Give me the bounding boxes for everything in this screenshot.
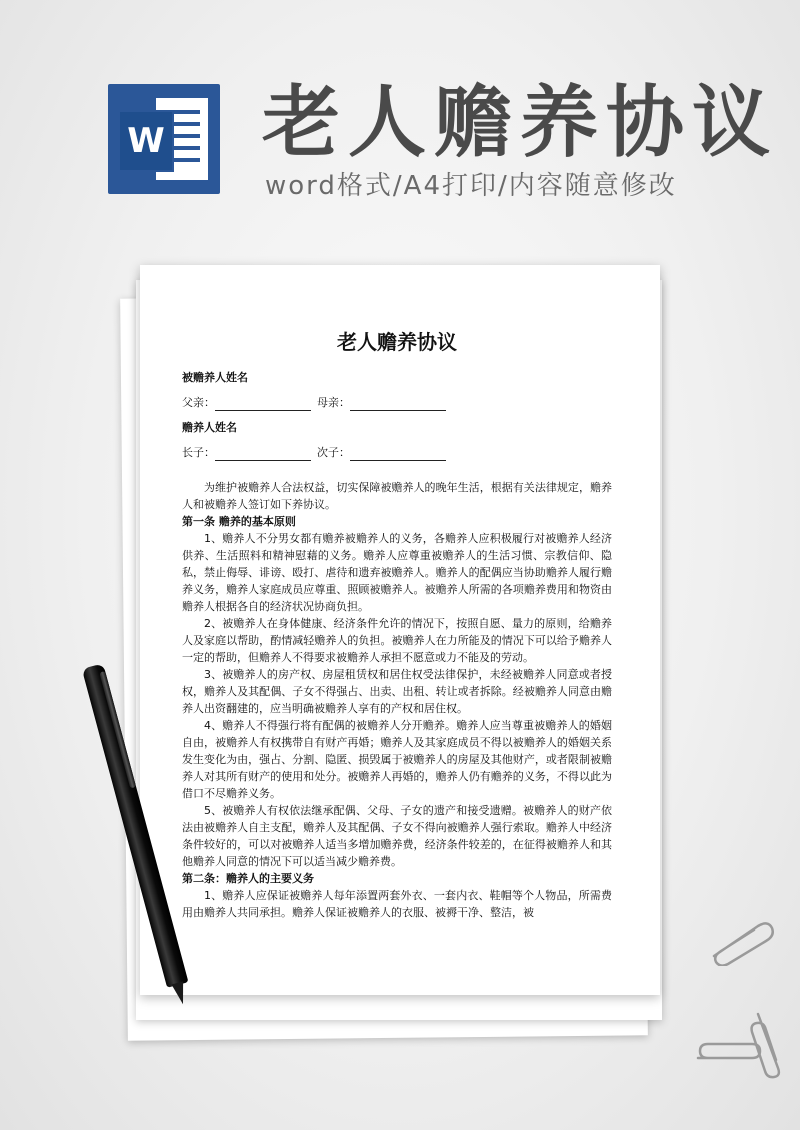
word-letter: W: [118, 110, 174, 172]
article1-paragraph: 2、被赡养人在身体健康、经济条件允许的情况下，按照自愿、量力的原则，给赡养人及家庭以帮助，酌情减轻赡养人的负担。被赡养人在力所能及的情况下可以给予赡养人一定的帮助，但赡养人不得要求被赡养人承担不愿意或力不能及的劳动。: [182, 617, 612, 664]
page-subtitle: word格式/A4打印/内容随意修改: [265, 171, 677, 201]
article2-heading: 第二条：赡养人的主要义务: [182, 872, 314, 885]
mother-label: 母亲：: [317, 396, 350, 409]
second-son-label: 次子：: [317, 446, 350, 459]
intro-paragraph: 为维护被赡养人合法权益，切实保障被赡养人的晚年生活，根据有关法律规定，赡养人和被赡养人签订如下养协议。: [182, 481, 612, 511]
elder-son-label: 长子：: [182, 446, 215, 459]
elder-son-field[interactable]: [215, 447, 311, 461]
article1-paragraph: 3、被赡养人的房产权、房屋租赁权和居住权受法律保护，未经被赡养人同意或者授权，赡养人及其配偶、子女不得强占、出卖、出租、转让或者拆除。经被赡养人同意由赡养人出资翻建的，应当明确被赡养人享有的产权和居住权。: [182, 668, 612, 715]
parents-field-row: [182, 394, 612, 411]
mother-field[interactable]: [350, 397, 446, 411]
document-content: [182, 327, 612, 921]
father-field[interactable]: [215, 397, 311, 411]
section-heading-supported: 被赡养人姓名: [182, 371, 248, 384]
father-label: 父亲：: [182, 396, 215, 409]
article1-heading: 第一条 赡养的基本原则: [182, 515, 296, 528]
article1-paragraph: 4、赡养人不得强行将有配偶的被赡养人分开赡养。赡养人应当尊重被赡养人的婚姻自由，被赡养人有权携带自有财产再婚；赡养人及其家庭成员不得以被赡养人的婚姻关系发生变化为由，强占、分割、隐匿、损毁属于被赡养人的房屋及其他财产，或者限制被赡养人对其所有财产的使用和处分。被赡养人再婚的，赡养人仍有赡养的义务，不得以此为借口不尽赡养义务。: [182, 719, 612, 800]
article1-paragraph: 5、被赡养人有权依法继承配偶、父母、子女的遗产和接受遗赠。被赡养人的财产依法由被赡养人自主支配，赡养人及其配偶、子女不得向被赡养人强行索取。赡养人中经济条件较好的，可以对被赡养人适当多增加赡养费，经济条件较差的，在征得被赡养人和其他赡养人同意的情况下可以适当减少赡养费。: [182, 804, 612, 868]
word-logo-icon: [108, 84, 220, 194]
document-title: 老人赡养协议: [337, 330, 457, 354]
article2-paragraph: 1、赡养人应保证被赡养人每年添置两套外衣、一套内衣、鞋帽等个人物品，所需费用由赡养人共同承担。赡养人保证被赡养人的衣服、被褥干净、整洁，被: [182, 889, 612, 919]
section-heading-supporters: 赡养人姓名: [182, 421, 237, 434]
sons-field-row: [182, 444, 612, 461]
article1-paragraph: 1、赡养人不分男女都有赡养被赡养人的义务，各赡养人应积极履行对被赡养人经济供养、生活照料和精神慰藉的义务。赡养人应尊重被赡养人的生活习惯、宗教信仰、隐私，禁止侮辱、诽谤、殴打、虐待和遗弃被赡养人。赡养人的配偶应当协助赡养人履行赡养义务，赡养人家庭成员应尊重、照顾被赡养人。被赡养人所需的各项赡养费用和物资由赡养人根据各自的经济状况协商负担。: [182, 532, 612, 613]
document-page: [140, 265, 660, 995]
paperclip-icon: [706, 916, 776, 966]
second-son-field[interactable]: [350, 447, 446, 461]
page-title: 老人赡养协议: [262, 78, 779, 168]
paperclip-icon: [694, 1040, 764, 1074]
